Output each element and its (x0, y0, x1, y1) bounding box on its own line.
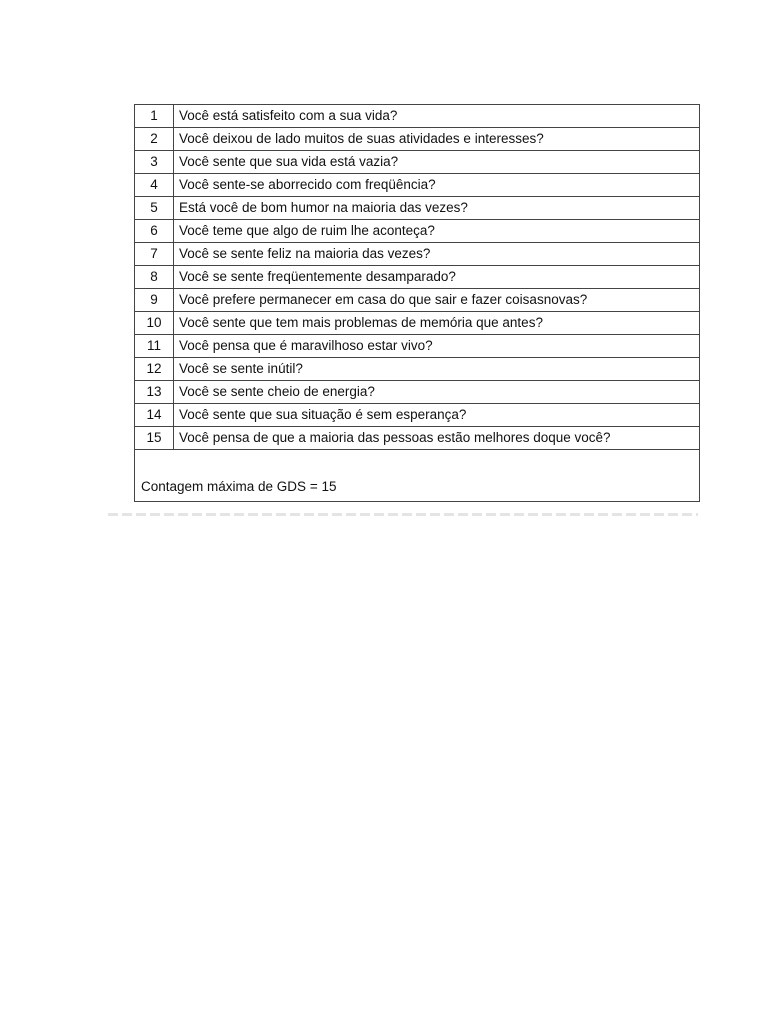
question-text: Você se sente inútil? (174, 358, 700, 381)
question-number: 15 (135, 427, 174, 450)
question-text: Você sente que sua vida está vazia? (174, 151, 700, 174)
table-row (135, 243, 700, 266)
table-row (135, 404, 700, 427)
question-text: Você se sente cheio de energia? (174, 381, 700, 404)
question-number: 4 (135, 174, 174, 197)
question-text: Você sente-se aborrecido com freqüência? (174, 174, 700, 197)
illegible-caption-line (108, 513, 698, 516)
question-text: Você pensa de que a maioria das pessoas estão melhores doque você? (174, 427, 700, 450)
table-row (135, 174, 700, 197)
question-text: Você sente que sua situação é sem esperança? (174, 404, 700, 427)
table-row (135, 128, 700, 151)
question-text: Você teme que algo de ruim lhe aconteça? (174, 220, 700, 243)
table-row (135, 289, 700, 312)
question-text: Você deixou de lado muitos de suas atividades e interesses? (174, 128, 700, 151)
question-number: 11 (135, 335, 174, 358)
table-row (135, 427, 700, 450)
question-number: 6 (135, 220, 174, 243)
table-footer-row (135, 450, 700, 502)
table-row (135, 381, 700, 404)
question-number: 2 (135, 128, 174, 151)
question-text: Você prefere permanecer em casa do que sair e fazer coisasnovas? (174, 289, 700, 312)
question-text: Você se sente feliz na maioria das vezes? (174, 243, 700, 266)
question-number: 13 (135, 381, 174, 404)
question-text: Você está satisfeito com a sua vida? (174, 105, 700, 128)
question-number: 8 (135, 266, 174, 289)
question-text: Você sente que tem mais problemas de memória que antes? (174, 312, 700, 335)
question-number: 7 (135, 243, 174, 266)
gds-table-body (135, 105, 700, 502)
question-number: 3 (135, 151, 174, 174)
table-row (135, 151, 700, 174)
question-text: Está você de bom humor na maioria das vezes? (174, 197, 700, 220)
question-text: Você se sente freqüentemente desamparado? (174, 266, 700, 289)
table-row (135, 105, 700, 128)
table-row (135, 358, 700, 381)
gds-questionnaire-table (134, 104, 700, 502)
gds-max-score-text: Contagem máxima de GDS = 15 (135, 450, 700, 502)
table-row (135, 197, 700, 220)
question-number: 9 (135, 289, 174, 312)
question-number: 14 (135, 404, 174, 427)
question-number: 12 (135, 358, 174, 381)
table-row (135, 312, 700, 335)
table-row (135, 220, 700, 243)
table-row (135, 266, 700, 289)
question-number: 5 (135, 197, 174, 220)
question-number: 10 (135, 312, 174, 335)
question-text: Você pensa que é maravilhoso estar vivo? (174, 335, 700, 358)
table-row (135, 335, 700, 358)
question-number: 1 (135, 105, 174, 128)
